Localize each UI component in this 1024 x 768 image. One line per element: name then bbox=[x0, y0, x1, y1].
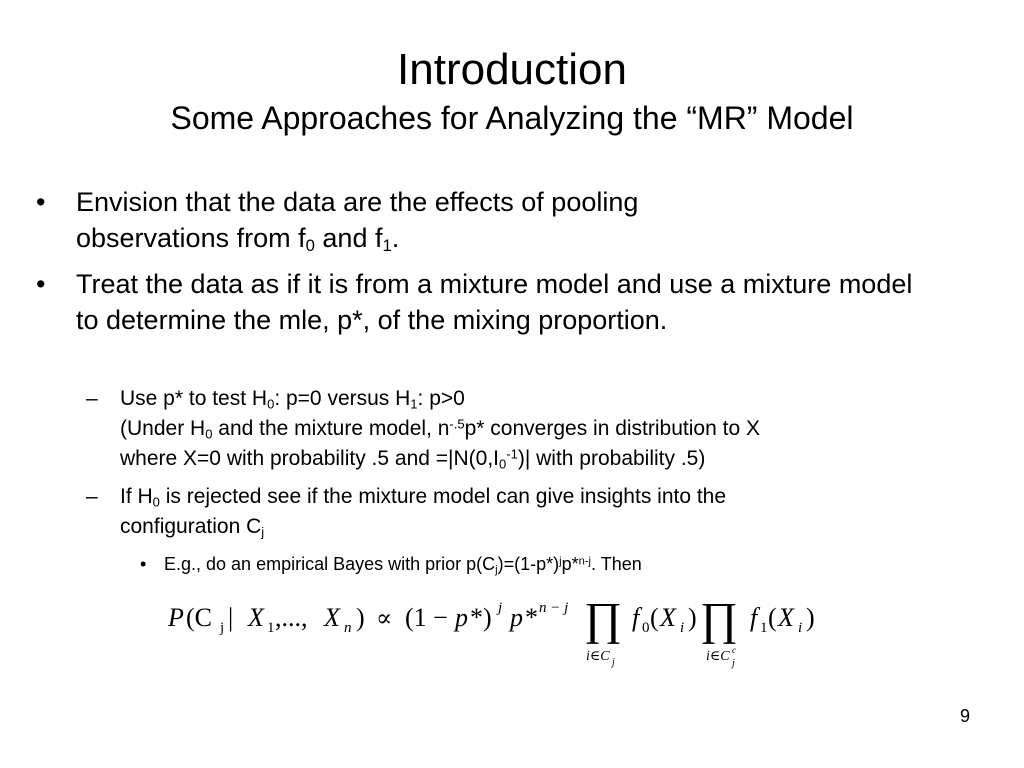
bullet-line bbox=[120, 482, 1000, 512]
superscript: -.5 bbox=[449, 416, 465, 432]
formula-xi-2: X bbox=[778, 603, 794, 632]
text-run: )| with probability .5) bbox=[517, 447, 706, 470]
formula-sub-j: j bbox=[220, 620, 225, 636]
bullet-line bbox=[120, 512, 1000, 542]
posterior-formula bbox=[160, 590, 880, 680]
subscript: 1 bbox=[410, 396, 418, 412]
formula-close: ) bbox=[356, 603, 365, 632]
bullet-marker: – bbox=[86, 485, 98, 508]
formula-f1-sub: 1 bbox=[760, 620, 768, 636]
formula-f0: f bbox=[632, 603, 640, 632]
title-block bbox=[0, 44, 1024, 138]
bullet-marker: • bbox=[36, 269, 46, 299]
formula-arg-open-1: ( bbox=[650, 603, 659, 632]
formula-f1: f bbox=[750, 603, 758, 632]
bullet-line: Envision that the data are the effects of pooling bbox=[76, 187, 639, 217]
subscript: j bbox=[261, 524, 265, 540]
formula-pstar-star: *) bbox=[470, 603, 492, 632]
text-run: Use p* to test H bbox=[120, 387, 268, 410]
bullet-text: Treat the data as if it is from a mixture model and use a mixture model to determine the mle, p*, of the mixing proportion. bbox=[76, 269, 913, 335]
formula-xi-1-sub: i bbox=[680, 620, 685, 636]
text-run: and the mixture model, n bbox=[212, 417, 450, 440]
bullet-line bbox=[76, 220, 916, 256]
bullet-mixture-model bbox=[36, 266, 916, 378]
superscript: -1 bbox=[506, 446, 518, 462]
subbullet-rejected bbox=[86, 482, 1006, 546]
subbullet-test bbox=[86, 384, 1006, 476]
slide-title: Introduction bbox=[397, 45, 627, 94]
formula-sup-j: j bbox=[498, 600, 503, 616]
formula-arg-close-2: ) bbox=[806, 603, 815, 632]
formula-xn: X bbox=[324, 603, 340, 632]
formula-f0-sub: 0 bbox=[642, 620, 650, 636]
bullet-text bbox=[120, 482, 1000, 542]
formula-pstar2-p: p bbox=[510, 603, 523, 632]
bullet-text bbox=[120, 384, 1000, 474]
formula-bar: | bbox=[228, 603, 234, 632]
subscript: 0 bbox=[205, 426, 213, 442]
formula-sup-nj: n − j bbox=[539, 600, 569, 616]
text-run: : p>0 bbox=[417, 387, 465, 410]
formula-svg bbox=[160, 590, 880, 680]
bullet-line bbox=[120, 444, 1000, 474]
subscript: j bbox=[495, 563, 498, 576]
formula-xi-1: X bbox=[660, 603, 676, 632]
formula-open-c: (C bbox=[186, 603, 212, 632]
bullet-text bbox=[76, 184, 916, 256]
bullet-marker: – bbox=[86, 387, 98, 410]
text-run: E.g., do an empirical Bayes with prior p(C bbox=[164, 554, 496, 574]
text-run: . Then bbox=[591, 554, 642, 574]
formula-under2-sup: c bbox=[732, 645, 736, 655]
formula-arg-open-2: ( bbox=[768, 603, 777, 632]
text-run: p* bbox=[561, 554, 579, 574]
subscript: 0 bbox=[305, 236, 315, 256]
formula-one-minus: (1 − bbox=[405, 603, 448, 632]
text-run: )=(1-p*) bbox=[497, 554, 560, 574]
text-run: (Under H bbox=[120, 417, 206, 440]
formula-x1: X bbox=[248, 603, 264, 632]
formula-under2: i∈C bbox=[706, 649, 730, 664]
formula-sub-1: 1 bbox=[267, 620, 275, 636]
text-run: If H bbox=[120, 485, 153, 508]
bullet-text bbox=[164, 552, 954, 576]
text-run: is rejected see if the mixture model can give insights into the bbox=[159, 485, 727, 508]
formula-dots: ,..., bbox=[275, 603, 308, 632]
text-run: . bbox=[391, 223, 400, 253]
formula-under1: i∈C bbox=[586, 649, 610, 664]
subsubbullet-bayes bbox=[140, 552, 960, 580]
formula-p: P bbox=[168, 603, 184, 632]
subscript: 0 bbox=[152, 494, 160, 510]
text-run: where X=0 with probability .5 and =|N(0,I bbox=[120, 447, 499, 470]
bullet-line bbox=[120, 414, 1000, 444]
superscript: j bbox=[559, 555, 562, 568]
formula-under2-sub: j bbox=[732, 658, 735, 669]
bullet-marker: • bbox=[140, 554, 147, 574]
subscript: 0 bbox=[267, 396, 275, 412]
subscript: 1 bbox=[382, 236, 392, 256]
text-run: and f bbox=[314, 223, 383, 253]
bullet-pooling bbox=[36, 184, 916, 260]
bullet-line bbox=[120, 384, 1000, 414]
formula-pstar2-star: * bbox=[525, 603, 538, 632]
formula-propto: ∝ bbox=[376, 606, 393, 632]
formula-arg-close-1: ) bbox=[688, 603, 697, 632]
formula-under1-sub: j bbox=[612, 657, 615, 668]
subscript: 0 bbox=[499, 456, 507, 472]
page-number: 9 bbox=[959, 706, 970, 726]
text-run: : p=0 versus H bbox=[274, 387, 411, 410]
formula-product-2: ∏ bbox=[700, 593, 738, 644]
text-run: configuration C bbox=[120, 515, 262, 538]
bullet-marker: • bbox=[36, 187, 46, 217]
superscript: n-j bbox=[578, 555, 592, 568]
formula-sub-n: n bbox=[344, 620, 352, 636]
slide-subtitle: Some Approaches for Analyzing the “MR” Model bbox=[170, 100, 854, 136]
text-run: p* converges in distribution to X bbox=[464, 417, 760, 440]
formula-pstar-p: p bbox=[455, 603, 468, 632]
text-run: observations from f bbox=[76, 223, 306, 253]
formula-xi-2-sub: i bbox=[798, 620, 803, 636]
formula-product-1: ∏ bbox=[584, 593, 622, 644]
